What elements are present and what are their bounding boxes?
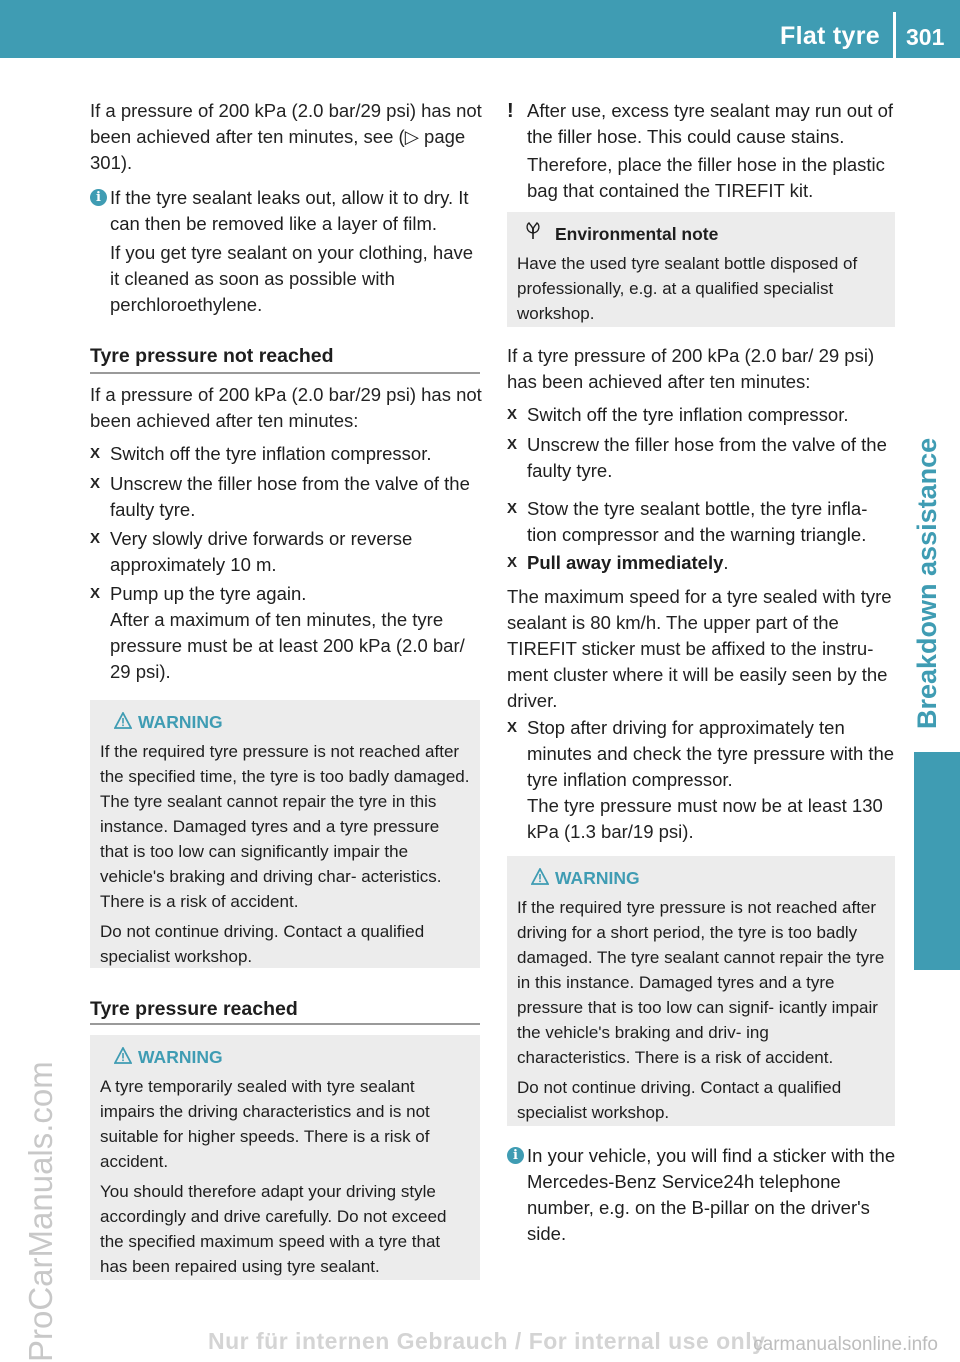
exclamation-icon: !: [507, 100, 514, 122]
warning-title: WARNING: [100, 1045, 470, 1070]
environment-note-box: [507, 212, 895, 327]
warning-title: WARNING: [100, 710, 470, 735]
warning-text: Do not continue driving. Contact a qualified specialist workshop.: [100, 922, 425, 966]
step-item: X Stow the tyre sealant bottle, the tyre infla- tion compressor and the warning triangle.: [507, 498, 868, 545]
step-arrow-icon: X: [90, 585, 101, 602]
step-item: X Switch off the tyre inflation compressor.: [90, 441, 482, 467]
environment-note-title: Environmental note: [517, 222, 885, 247]
step-item: X Unscrew the filler hose from the valve of the faulty tyre.: [90, 473, 470, 520]
heading-rule: [90, 372, 480, 374]
warning-box: [90, 700, 480, 968]
page-title: Flat tyre: [780, 22, 880, 50]
info-note-continued: If you get tyre sealant on your clothing, have it cleaned as soon as possible with perchloroethylene.: [110, 242, 474, 315]
section-heading: Tyre pressure reached: [90, 998, 298, 1020]
caution-note-continued: Therefore, place the filler hose in the plastic bag that contained the TIREFIT kit.: [527, 154, 885, 201]
step-arrow-icon: X: [90, 445, 101, 462]
step-item: X Switch off the tyre inflation compressor.: [507, 402, 897, 428]
info-note: i In your vehicle, you will find a sticker with the Mercedes-Benz Service24h telephone number, e.g. on the B-pillar on the driver's side.: [507, 1143, 897, 1247]
warning-triangle-icon: [114, 1046, 132, 1071]
info-icon: i: [507, 1147, 524, 1164]
step-item: X Very slowly drive forwards or reverse approximately 10 m.: [90, 528, 413, 575]
step-arrow-icon: X: [507, 436, 518, 453]
footer-note: Nur für internen Gebrauch / For internal use only: [208, 1328, 766, 1354]
step-arrow-icon: X: [507, 719, 518, 736]
step-detail: After a maximum of ten minutes, the tyre pressure must be at least 200 kPa (2.0 bar/ 29 psi).: [110, 609, 465, 682]
warning-triangle-icon: [531, 867, 549, 892]
warning-text: A tyre temporarily sealed with tyre sealant impairs the driving characteristics and is not suitable for higher speeds. There is a risk of accident.: [100, 1077, 430, 1171]
paragraph: The maximum speed for a tyre sealed with tyre sealant is 80 km/h. The upper part of the TIREFIT sticker must be affixed to the instru- ment cluster where it will be easily seen by the driver.: [507, 586, 892, 711]
step-item: X Stop after driving for approximately ten minutes and check the tyre pressure with the tyre inflation compressor.: [507, 717, 895, 790]
warning-triangle-icon: [114, 711, 132, 736]
info-icon: i: [90, 189, 107, 206]
step-item: X Unscrew the filler hose from the valve of the faulty tyre.: [507, 434, 887, 481]
environment-note-text: Have the used tyre sealant bottle disposed of professionally, e.g. at a qualified specialist workshop.: [517, 254, 858, 323]
step-detail: The tyre pressure must now be at least 130 kPa (1.3 bar/19 psi).: [527, 795, 883, 842]
footer-site: carmanualsonline.info: [753, 1334, 938, 1355]
paragraph: If a pressure of 200 kPa (2.0 bar/29 psi) has not been achieved after ten minutes:: [90, 384, 482, 431]
header-divider: [893, 12, 896, 58]
heading-rule: [90, 1023, 480, 1025]
step-arrow-icon: X: [507, 406, 518, 423]
section-tab-marker: [914, 752, 960, 970]
warning-text: Do not continue driving. Contact a qualified specialist workshop.: [517, 1078, 842, 1122]
step-arrow-icon: X: [90, 475, 101, 492]
warning-box: [507, 856, 895, 1126]
leaf-icon: [523, 221, 543, 248]
warning-title: WARNING: [517, 866, 885, 891]
step-arrow-icon: X: [90, 530, 101, 547]
paragraph: If a tyre pressure of 200 kPa (2.0 bar/ 29 psi) has been achieved after ten minutes:: [507, 345, 875, 392]
warning-box: [90, 1035, 480, 1280]
step-arrow-icon: X: [507, 554, 518, 571]
step-arrow-icon: X: [507, 500, 518, 517]
step-item: X Pull away immediately.: [507, 550, 897, 576]
page-number: 301: [906, 24, 945, 50]
warning-text: You should therefore adapt your driving style accordingly and drive carefully. Do not exceed the specified maximum speed with a tyre that has been repaired using tyre sealant.: [100, 1182, 447, 1276]
warning-text: If the required tyre pressure is not reached after driving for a short period, the tyre is too badly damaged. The tyre sealant cannot repair the tyre in this instance. Damaged tyres and a tyre pressure that is too low can signif- icantly impair the vehicle's braking and driv- ing characteristics. There is a risk of accident.: [517, 898, 885, 1067]
warning-text: If the required tyre pressure is not reached after the specified time, the tyre is too badly damaged. The tyre sealant cannot repair the tyre in this instance. Damaged tyres and a tyre pressure that is too low can significantly impair the vehicle's braking and driving char- acteristics. There is a risk of accident.: [100, 742, 470, 911]
info-note: i If the tyre sealant leaks out, allow it to dry. It can then be removed like a layer of film.: [90, 185, 482, 237]
intro-paragraph: If a pressure of 200 kPa (2.0 bar/29 psi) has not been achieved after ten minutes, see (▷ page 301).: [90, 100, 482, 173]
step-item: X Pump up the tyre again.: [90, 581, 482, 607]
caution-note: ! After use, excess tyre sealant may run out of the filler hose. This could cause stains.: [507, 100, 894, 147]
section-heading: Tyre pressure not reached: [90, 345, 334, 367]
